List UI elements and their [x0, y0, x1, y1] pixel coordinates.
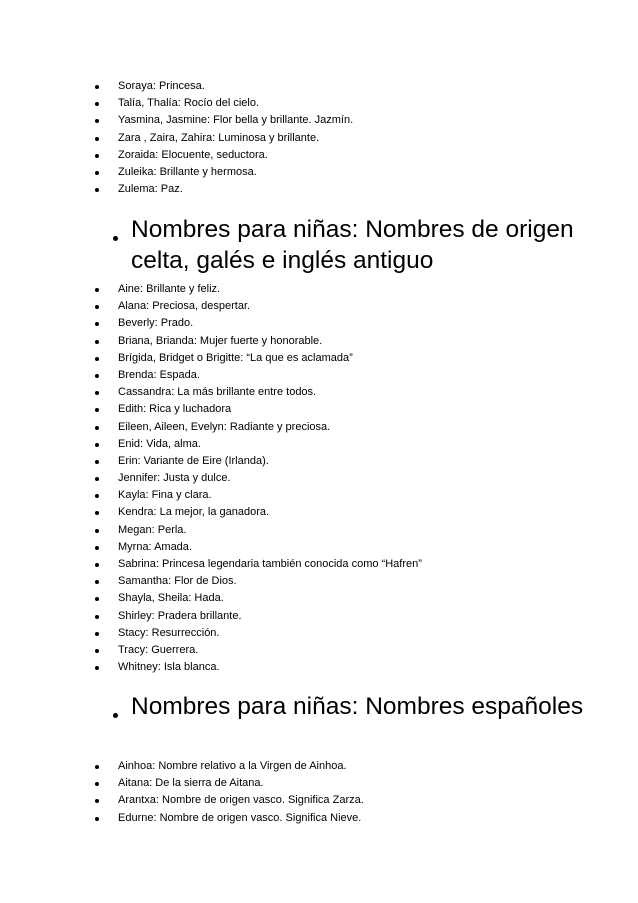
- bullet-icon: [95, 374, 99, 378]
- list-item-text: Shirley: Pradera brillante.: [118, 609, 242, 622]
- list-item: [0, 367, 422, 384]
- bullet-icon: [95, 391, 99, 395]
- bullet-icon: [95, 615, 99, 619]
- bullet-icon: [95, 288, 99, 292]
- bullet-icon: [95, 494, 99, 498]
- list-item-text: Arantxa: Nombre de origen vasco. Significa Zarza.: [118, 794, 364, 807]
- list-item: [0, 436, 422, 453]
- list-item: [0, 333, 422, 350]
- bullet-icon: [95, 546, 99, 550]
- list-item: [0, 522, 422, 539]
- list-item-text: Megan: Perla.: [118, 523, 187, 536]
- heading-bullet: [113, 236, 118, 241]
- names-list-spanish: [0, 758, 364, 827]
- heading-text: Nombres para niñas: Nombres españoles: [131, 693, 584, 720]
- bullet-icon: [95, 782, 99, 786]
- list-item: [0, 112, 353, 129]
- bullet-icon: [95, 443, 99, 447]
- list-item-text: Myrna: Amada.: [118, 540, 192, 553]
- bullet-icon: [95, 666, 99, 670]
- bullet-icon: [95, 305, 99, 309]
- section-heading-spanish: [0, 691, 638, 722]
- list-item: [0, 453, 422, 470]
- list-item: [0, 95, 353, 112]
- list-item-text: Stacy: Resurrección.: [118, 626, 220, 639]
- list-item-text: Jennifer: Justa y dulce.: [118, 472, 231, 485]
- list-item-text: Yasmina, Jasmine: Flor bella y brillante. Jazmín.: [118, 114, 354, 127]
- names-list-celtic: [0, 281, 422, 676]
- bullet-icon: [95, 408, 99, 412]
- bullet-icon: [95, 597, 99, 601]
- list-item: [0, 78, 353, 95]
- list-item: [0, 419, 422, 436]
- list-item-text: Samantha: Flor de Dios.: [118, 575, 237, 588]
- list-item-text: Ainhoa: Nombre relativo a la Virgen de Ainhoa.: [118, 760, 347, 772]
- list-item: [0, 401, 422, 418]
- list-item: [0, 298, 422, 315]
- list-item: [0, 487, 422, 504]
- list-item: [0, 608, 422, 625]
- list-item-text: Edith: Rica y luchadora: [118, 403, 232, 416]
- list-item-text: Soraya: Princesa.: [118, 80, 205, 92]
- names-list-arabic: [0, 78, 353, 198]
- list-item: [0, 792, 364, 809]
- bullet-icon: [95, 580, 99, 584]
- bullet-icon: [95, 102, 99, 106]
- list-item-text: Shayla, Sheila: Hada.: [118, 592, 224, 605]
- list-item: [0, 573, 422, 590]
- list-item-text: Beverly: Prado.: [118, 317, 194, 330]
- list-item-text: Whitney: Isla blanca.: [118, 661, 220, 674]
- bullet-icon: [95, 340, 99, 344]
- list-item: [0, 315, 422, 332]
- bullet-icon: [95, 119, 99, 123]
- list-item: [0, 539, 422, 556]
- list-item-text: Zara , Zaira, Zahira: Luminosa y brillante.: [118, 131, 320, 144]
- list-item: [0, 350, 422, 367]
- list-item: [0, 659, 422, 676]
- bullet-icon: [95, 154, 99, 158]
- bullet-icon: [95, 171, 99, 175]
- list-item-text: Aine: Brillante y feliz.: [118, 283, 221, 295]
- list-item: [0, 470, 422, 487]
- list-item-text: Erin: Variante de Eire (Irlanda).: [118, 454, 269, 467]
- bullet-icon: [95, 426, 99, 430]
- list-item-text: Alana: Preciosa, despertar.: [118, 300, 251, 313]
- list-item: [0, 642, 422, 659]
- bullet-icon: [95, 460, 99, 464]
- list-item-text: Cassandra: La más brillante entre todos.: [118, 386, 317, 399]
- list-item: [0, 504, 422, 521]
- list-item-text: Enid: Vida, alma.: [118, 437, 201, 450]
- list-item-text: Brenda: Espada.: [118, 368, 200, 381]
- list-item: [0, 164, 353, 181]
- list-item: [0, 810, 364, 827]
- list-item: [0, 147, 353, 164]
- bullet-icon: [95, 357, 99, 361]
- heading-bullet: [113, 713, 118, 718]
- list-item: [0, 775, 364, 792]
- list-item: [0, 130, 353, 147]
- list-item: [0, 181, 353, 198]
- bullet-icon: [95, 477, 99, 481]
- list-item: [0, 281, 422, 298]
- list-item: [0, 758, 364, 775]
- list-item-text: Zulema: Paz.: [118, 183, 183, 196]
- list-item-text: Eileen, Aileen, Evelyn: Radiante y preciosa.: [118, 420, 331, 433]
- list-item-text: Tracy: Guerrera.: [118, 643, 199, 656]
- bullet-icon: [95, 137, 99, 141]
- bullet-icon: [95, 529, 99, 533]
- list-item-text: Brígida, Bridget o Brigitte: “La que es aclamada”: [118, 351, 353, 364]
- bullet-icon: [95, 563, 99, 567]
- list-item-text: Zuleika: Brillante y hermosa.: [118, 165, 257, 178]
- list-item-text: Sabrina: Princesa legendaria también conocida como “Hafren”: [118, 558, 422, 570]
- list-item: [0, 556, 422, 573]
- bullet-icon: [95, 322, 99, 326]
- list-item-text: Edurne: Nombre de origen vasco. Significa Nieve.: [118, 811, 362, 824]
- bullet-icon: [95, 817, 99, 821]
- list-item: [0, 625, 422, 642]
- list-item-text: Zoraida: Elocuente, seductora.: [118, 148, 268, 161]
- list-item-text: Briana, Brianda: Mujer fuerte y honorable.: [118, 334, 323, 347]
- bullet-icon: [95, 649, 99, 653]
- list-item-text: Talía, Thalía: Rocío del cielo.: [118, 97, 260, 110]
- bullet-icon: [95, 632, 99, 636]
- list-item: [0, 384, 422, 401]
- list-item-text: Aitana: De la sierra de Aitana.: [118, 777, 264, 790]
- list-item-text: Kendra: La mejor, la ganadora.: [118, 506, 270, 519]
- bullet-icon: [95, 85, 99, 89]
- list-item: [0, 590, 422, 607]
- list-item-text: Kayla: Fina y clara.: [118, 489, 212, 502]
- bullet-icon: [95, 511, 99, 515]
- heading-text: Nombres para niñas: Nombres de origen celta, galés e inglés antiguo: [131, 216, 574, 274]
- section-heading-celtic: [0, 214, 638, 276]
- bullet-icon: [95, 799, 99, 803]
- bullet-icon: [95, 765, 99, 769]
- bullet-icon: [95, 188, 99, 192]
